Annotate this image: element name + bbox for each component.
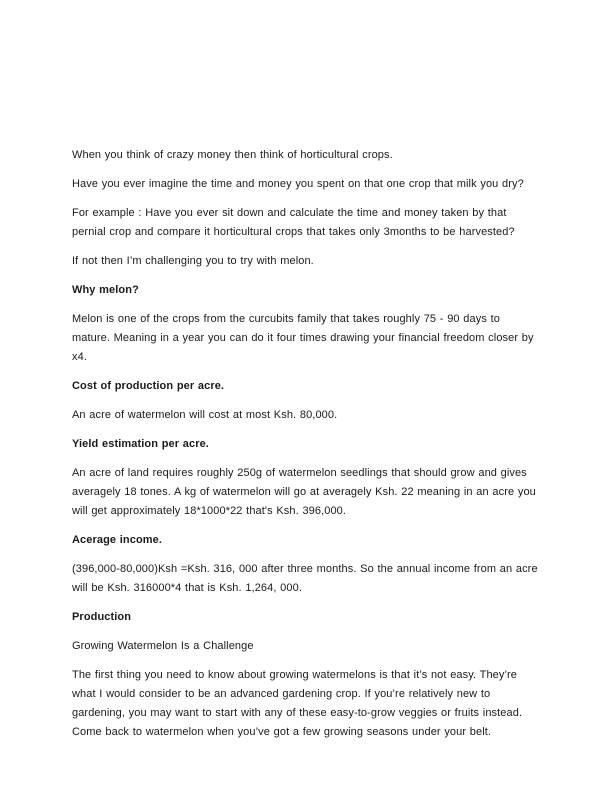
section-heading-why-melon: Why melon?	[72, 284, 139, 296]
paragraph-challenge-subtitle: Growing Watermelon Is a Challenge	[72, 640, 254, 652]
paragraph-question-1: Have you ever imagine the time and money you spent on that one crop that milk you dry?	[72, 178, 524, 190]
paragraph-melon-facts: Melon is one of the crops from the curcubits family that takes roughly 75 - 90 days to mature. Meaning in a year you can do it four times drawing your financial freedom closer by x4.	[72, 313, 534, 363]
section-heading-acerage-income: Acerage income.	[72, 534, 163, 546]
section-heading-yield-estimation: Yield estimation per acre.	[72, 438, 209, 450]
section-heading-cost-of-production: Cost of production per acre.	[72, 380, 225, 392]
section-heading-production: Production	[72, 611, 132, 623]
paragraph-growing-advice: The first thing you need to know about growing watermelons is that it’s not easy. They’re what I would consider to be an advanced gardening crop. If you’re relatively new to gardening, you may want to start with any of these easy-to-grow veggies or fruits instead. Come back to watermelon when you’ve got a few growing seasons under your belt.	[72, 669, 523, 738]
paragraph-intro: When you think of crazy money then think of horticultural crops.	[72, 149, 393, 161]
paragraph-example: For example : Have you ever sit down and calculate the time and money taken by that pernial crop and compare it horticultural crops that takes only 3months to be harvested?	[72, 207, 515, 238]
paragraph-challenge: If not then I’m challenging you to try with melon.	[72, 255, 314, 267]
paragraph-cost: An acre of watermelon will cost at most Ksh. 80,000.	[72, 409, 338, 421]
paragraph-yield: An acre of land requires roughly 250g of watermelon seedlings that should grow and gives averagely 18 tones. A kg of watermelon will go at averagely Ksh. 22 meaning in an acre you will get approximately 18*1000*22 that's Ksh. 396,000.	[72, 467, 536, 517]
paragraph-income: (396,000-80,000)Ksh =Ksh. 316, 000 after three months. So the annual income from an acre will be Ksh. 316000*4 that is Ksh. 1,264, 000.	[72, 563, 538, 594]
